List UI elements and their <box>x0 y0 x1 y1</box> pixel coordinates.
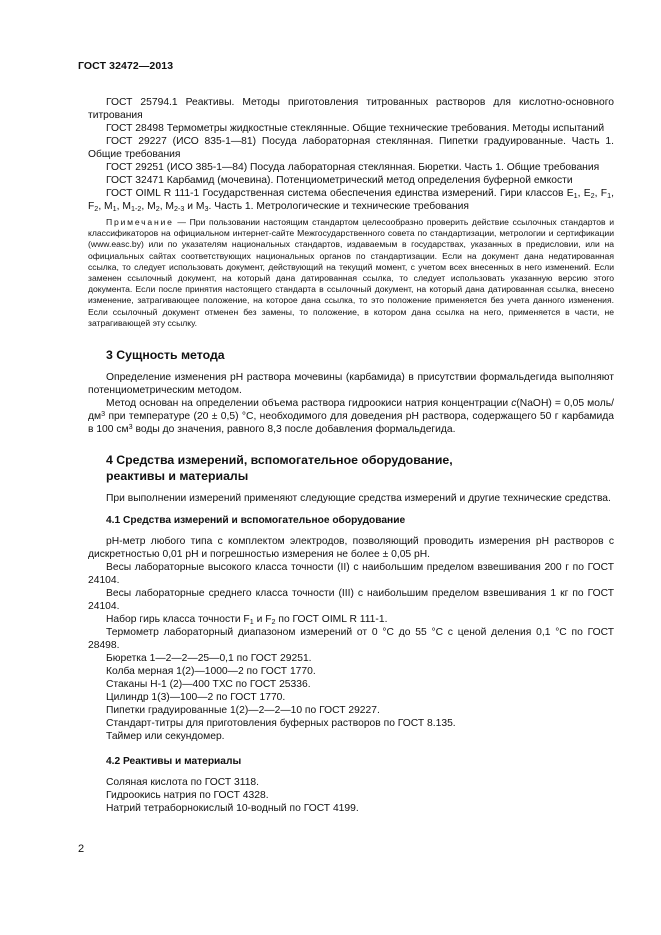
list-item-weights: Набор гирь класса точности $F_1$ и $F_2$ по ГОСТ OIML R 111-1. <box>106 614 388 626</box>
list-item-ph-meter: pH-метр любого типа с комплектом электродов, позволяющий проводить измерения pH растворов с дискретностью 0,01 pH и погрешностью измерения не более ± 0,05 pH. <box>88 536 614 561</box>
section-3-paragraph-2: Метод основан на определении объема раствора гидроокиси натрия концентрации c(NaOH) = 0,05 моль/$дм^3$ при температуре (20 ± 0,5) °С, необходимого для доведения pH раствора, содержащего 50 г карбамида в 100 $см^3$ воды до значения, равного 8,3 после добавления формальдегида. <box>88 398 614 436</box>
list-item-scales-high: Весы лабораторные высокого класса точности (II) с наибольшим пределом взвешивания 200 г по ГОСТ 24104. <box>88 562 614 587</box>
list-item-thermometer: Термометр лабораторный диапазоном измерений от 0 °С до 55 °С с ценой деления 0,1 °С по ГОСТ 28498. <box>88 627 614 652</box>
reference-gost-32471: ГОСТ 32471 Карбамид (мочевина). Потенциометрический метод определения буферной емкости <box>106 175 573 186</box>
reference-gost-25794: ГОСТ 25794.1 Реактивы. Методы приготовления титрованных растворов для кислотно-основного титрования <box>88 97 614 121</box>
list-item-sodium-hydroxide: Гидроокись натрия по ГОСТ 4328. <box>106 790 269 802</box>
list-item-burette: Бюретка 1—2—2—25—0,1 по ГОСТ 29251. <box>106 653 312 665</box>
note-paragraph <box>88 217 614 329</box>
list-item-timer: Таймер или секундомер. <box>106 731 225 743</box>
reference-gost-29251: ГОСТ 29251 (ИСО 385-1—84) Посуда лабораторная стеклянная. Бюретки. Часть 1. Общие требования <box>106 162 600 173</box>
list-item-flask: Колба мерная 1(2)—1000—2 по ГОСТ 1770. <box>106 666 316 678</box>
list-item-scales-medium: Весы лабораторные среднего класса точности (III) с наибольшим пределом взвешивания 1 кг по ГОСТ 24104. <box>88 588 614 613</box>
document-header: ГОСТ 32472—2013 <box>78 60 174 72</box>
note-label: Примечание <box>106 217 174 227</box>
section-3-paragraph-1: Определение изменения pH раствора мочевины (карбамида) в присутствии формальдегида выполняют потенциометрическим методом. <box>88 372 614 397</box>
reference-gost-29227: ГОСТ 29227 (ИСО 835-1—81) Посуда лабораторная стеклянная. Пипетки градуированные. Часть 1. Общие требования <box>88 136 614 160</box>
note-text: — При пользовании настоящим стандартом целесообразно проверить действие ссылочных стандартов и классификаторов на официальном интернет-сайте Межгосударственного совета по стандартизации, метрологии и сертификации (www.easc.by) или по указателям национальных стандартов, издаваемым в государствах, указанных в предисловии, или на официальных сайтах соответствующих национальных органов по стандартизации. Если на документ дана недатированная ссылка, то следует использовать документ, действующий на текущий момент, с учетом всех внесенных в него изменений. Если заменен ссылочный документ, на который дана датированная ссылка, то следует использовать указанную версию этого документа. Если после принятия настоящего стандарта в ссылочный документ, на который дана датированная ссылка, внесено изменение, затрагивающее положение, на которое дана ссылка, то это положение применяется без учета данного изменения. Если ссылочный документ отменен без замены, то положение, в котором дана ссылка на него, применяется в части, не затрагивающей эту ссылку. <box>88 217 614 328</box>
document-content <box>88 96 614 815</box>
list-item-hydrochloric-acid: Соляная кислота по ГОСТ 3118. <box>106 777 260 789</box>
reference-oiml-r111: ГОСТ OIML R 111-1 Государственная система обеспечения единства измерений. Гири классов $E_1$, $E_2$, $F_1$, $F_2$, $M_1$, $M_{1-2}$, $M_2$, $M_{2-3}$ и $M_3$. Часть 1. Метрологические и технические требования <box>88 188 614 213</box>
subsection-4-2-heading: 4.2 Реактивы и материалы <box>106 756 242 768</box>
subsection-4-1-heading: 4.1 Средства измерений и вспомогательное оборудование <box>106 515 406 527</box>
section-3-heading: 3 Сущность метода <box>106 348 225 363</box>
section-4-heading-line-1: 4 Средства измерений, вспомогательное оборудование, <box>106 453 453 468</box>
section-4-heading-line-2: реактивы и материалы <box>106 469 249 484</box>
list-item-cylinder: Цилиндр 1(3)—100—2 по ГОСТ 1770. <box>106 692 286 704</box>
list-item-sodium-tetraborate: Натрий тетраборнокислый 10-водный по ГОСТ 4199. <box>106 803 359 815</box>
list-item-beakers: Стаканы Н-1 (2)—400 ТХС по ГОСТ 25336. <box>106 679 311 691</box>
reference-gost-28498: ГОСТ 28498 Термометры жидкостные стеклянные. Общие технические требования. Методы испытаний <box>106 123 605 134</box>
section-4-intro: При выполнении измерений применяют следующие средства измерений и другие технические средства. <box>106 493 611 505</box>
section-4-heading <box>106 452 614 484</box>
page-number: 2 <box>78 843 85 855</box>
list-item-pipettes: Пипетки градуированные 1(2)—2—2—10 по ГОСТ 29227. <box>106 705 380 717</box>
list-item-standard-titres: Стандарт-титры для приготовления буферных растворов по ГОСТ 8.135. <box>106 718 456 730</box>
